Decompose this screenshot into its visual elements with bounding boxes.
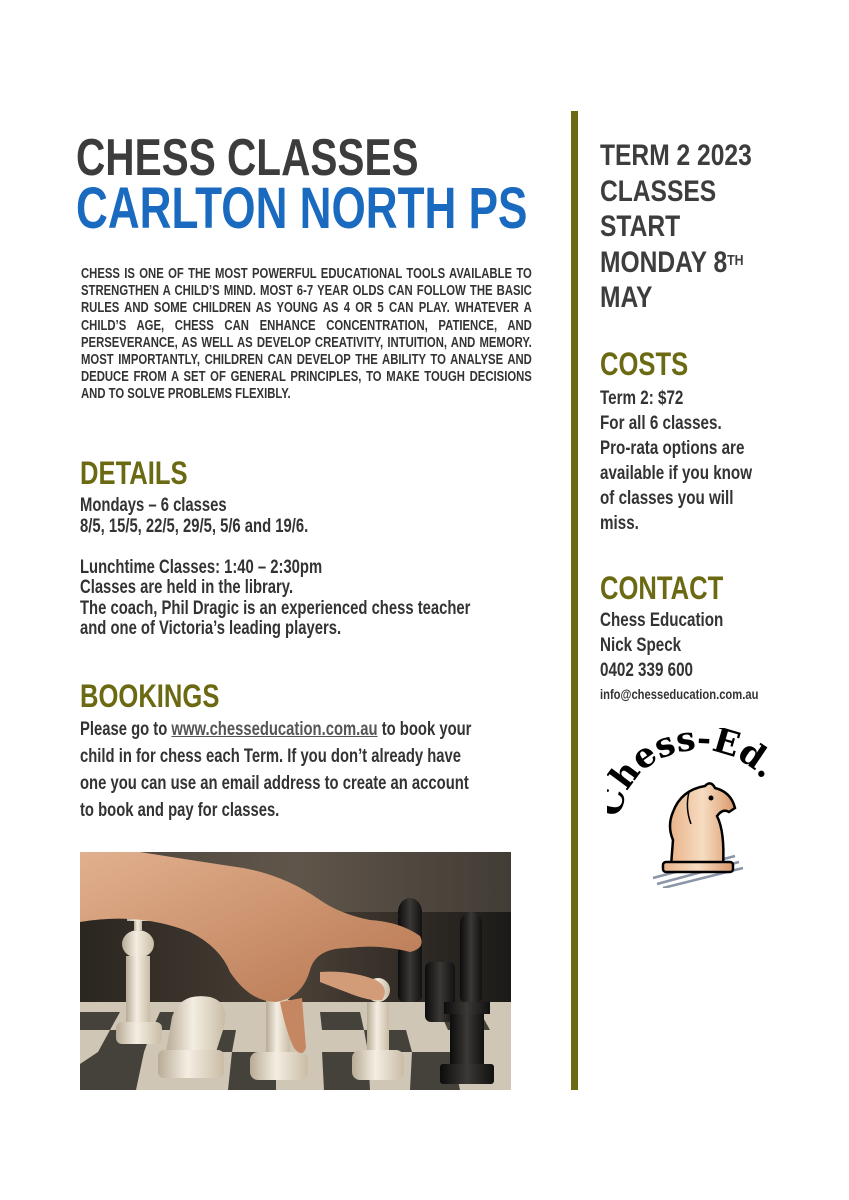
details-line: and one of Victoria’s leading players. [80,618,342,639]
details-heading: DETAILS [80,455,188,491]
school-name: CARLTON NORTH PS [76,176,528,241]
booking-link[interactable]: www.chesseducation.com.au [171,719,378,740]
page-title: CHESS CLASSES [76,129,419,187]
contact-phone[interactable]: 0402 339 600 [600,660,693,681]
contact-email[interactable]: info@chesseducation.com.au [600,686,759,702]
logo-text: ess-Ed. [623,728,787,787]
chess-photo [80,852,511,1090]
contact-name: Nick Speck [600,635,682,656]
costs-body: Term 2: $72 For all 6 classes. Pro-rata options are available if you know of classes you will miss. [600,388,753,534]
intro-paragraph: CHESS IS ONE OF THE MOST POWERFUL EDUCATIONAL TOOLS AVAILABLE TO STRENGTHEN A CHILD’S MIND. MOST 6-7 YEAR OLDS CAN FOLLOW THE BASIC RULES AND SOME CHILDREN AS YOUNG AS 4 OR 5 CAN PLAY. WHATEVER A CHILD’S AGE, CHESS CAN ENHANCE CONCENTRATION, PATIENCE, AND PERSEVERANCE, AS WELL AS DEVELOP CREATIVITY, INTUITION, AND MEMORY. MOST IMPORTANTLY, CHILDREN CAN DEVELOP THE ABILITY TO ANALYSE AND DEDUCE FROM A SET OF GENERAL PRINCIPLES, TO MAKE TOUGH DECISIONS AND TO SOLVE PROBLEMS FLEXIBLY. [81,266,532,403]
term-notice: TERM 2 2023 CLASSES START MONDAY 8TH MAY [600,139,752,314]
column-divider [571,111,578,1090]
details-line: Lunchtime Classes: 1:40 – 2:30pm [80,556,323,578]
chess-ed-logo [607,728,787,888]
details-body [80,496,525,640]
contact-org: Chess Education [600,610,724,631]
knight-icon [663,783,735,872]
bookings-heading: BOOKINGS [80,678,220,714]
bookings-body: Please go to www.chesseducation.com.au to book your child in for chess each Term. If you don’t already have one you can use an email address to create an account to book and pay for classes. [80,716,525,824]
contact-heading: CONTACT [600,570,724,606]
bookings-line: child in for chess each Term. If you don’t already have [80,746,462,767]
costs-heading: COSTS [600,346,689,382]
bookings-line: one you can use an email address to create an account [80,773,469,794]
bookings-line: to book and pay for classes. [80,800,280,821]
details-line: 8/5, 15/5, 22/5, 29/5, 5/6 and 19/6. [80,515,309,537]
details-line: Classes are held in the library. [80,577,294,598]
details-line: Mondays – 6 classes [80,495,227,516]
details-line: The coach, Phil Dragic is an experienced chess teacher [80,597,471,619]
contact-body [600,608,758,705]
